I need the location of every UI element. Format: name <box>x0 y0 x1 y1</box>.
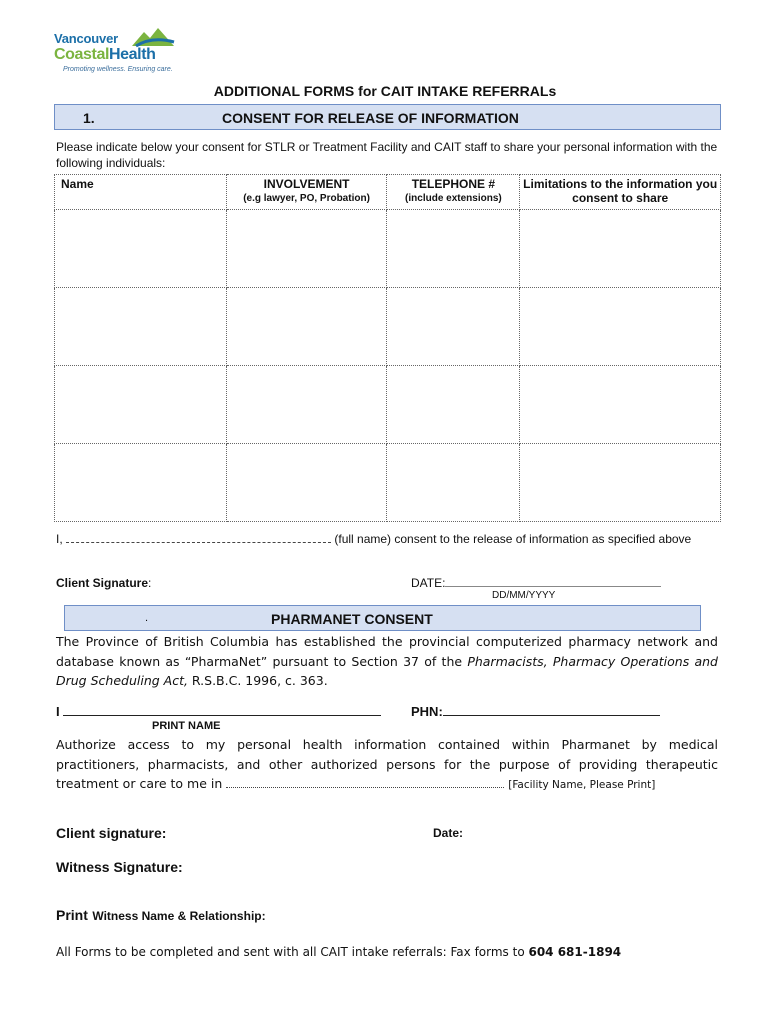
table-header-row <box>55 175 721 210</box>
header-name: Name <box>55 175 227 210</box>
witness-signature-label: Witness Signature: <box>56 859 183 875</box>
header-telephone: TELEPHONE # (include extensions) <box>387 175 520 210</box>
date-label: DATE: <box>411 576 661 590</box>
date-field[interactable] <box>445 576 661 587</box>
involvement-cell[interactable] <box>226 288 387 366</box>
logo-line1: Vancouver <box>54 31 118 46</box>
section1-header <box>54 104 721 130</box>
table-row[interactable] <box>55 288 721 366</box>
name-cell[interactable] <box>55 210 227 288</box>
date-format: DD/MM/YYYY <box>492 590 556 601</box>
phn-field[interactable] <box>443 704 660 716</box>
table-row[interactable] <box>55 210 721 288</box>
fax-number: 604 681-1894 <box>528 945 622 959</box>
full-name-field[interactable] <box>66 531 331 543</box>
involvement-cell[interactable] <box>226 444 387 522</box>
header-involvement: INVOLVEMENT (e.g lawyer, PO, Probation) <box>226 175 387 210</box>
footer-note: All Forms to be completed and sent with all CAIT intake referrals: Fax forms to 604 681-1894 <box>56 945 622 959</box>
telephone-cell[interactable] <box>387 444 520 522</box>
telephone-cell[interactable] <box>387 366 520 444</box>
authorize-paragraph: Authorize access to my personal health information contained within Pharmanet by medical practitioners, pharmacists, and other authorized persons for the purpose of providing therapeutic treatment or care to me in [Facility Name, Please Print] <box>56 737 718 791</box>
print-name-field[interactable] <box>63 704 381 716</box>
telephone-cell[interactable] <box>387 288 520 366</box>
table-row[interactable] <box>55 366 721 444</box>
logo-line2: CoastalHealth <box>54 46 156 63</box>
facility-name-field[interactable] <box>226 776 504 788</box>
involvement-cell[interactable] <box>226 366 387 444</box>
facility-caption: [Facility Name, Please Print] <box>508 779 656 791</box>
pharmanet-paragraph: The Province of British Columbia has established the provincial computerized pharmacy network and database known as “PharmaNet” pursuant to Section 37 of the Pharmacists, Pharmacy Operations and Drug Scheduling Act, R.S.B.C. 1996, c. 363. <box>56 634 718 688</box>
print-name-caption: PRINT NAME <box>152 720 221 732</box>
contacts-table <box>54 174 721 522</box>
section2-header: . PHARMANET CONSENT <box>64 605 701 631</box>
limitations-cell[interactable] <box>520 444 721 522</box>
page-title: ADDITIONAL FORMS for CAIT INTAKE REFERRALs <box>213 83 557 99</box>
telephone-cell[interactable] <box>387 210 520 288</box>
client-signature-label: Client Signature: <box>56 576 152 590</box>
table-row[interactable] <box>55 444 721 522</box>
consent-line: I, (full name) consent to the release of information as specified above <box>56 532 692 546</box>
limitations-cell[interactable] <box>520 288 721 366</box>
name-cell[interactable] <box>55 444 227 522</box>
client-signature2-label: Client signature: <box>56 825 167 841</box>
involvement-cell[interactable] <box>226 210 387 288</box>
print-name-line: I <box>56 704 381 719</box>
name-cell[interactable] <box>55 288 227 366</box>
date2-label: Date: <box>433 826 464 840</box>
print-witness-label: Print Witness Name & Relationship: <box>56 907 266 923</box>
vch-logo <box>54 26 179 74</box>
limitations-cell[interactable] <box>520 366 721 444</box>
logo-tagline: Promoting wellness. Ensuring care. <box>63 66 173 73</box>
limitations-cell[interactable] <box>520 210 721 288</box>
mountain-logo-icon <box>130 26 176 48</box>
header-limitations: Limitations to the information you consent to share <box>520 175 721 210</box>
phn-line: PHN: <box>411 704 660 719</box>
name-cell[interactable] <box>55 366 227 444</box>
section1-heading: CONSENT FOR RELEASE OF INFORMATION <box>222 110 519 126</box>
intro-text: Please indicate below your consent for STLR or Treatment Facility and CAIT staff to share your personal information with the following individuals: <box>56 140 718 170</box>
consent-text: (full name) consent to the release of information as specified above <box>334 532 692 546</box>
section1-number: 1. <box>83 110 95 126</box>
section2-heading: PHARMANET CONSENT <box>271 611 433 627</box>
